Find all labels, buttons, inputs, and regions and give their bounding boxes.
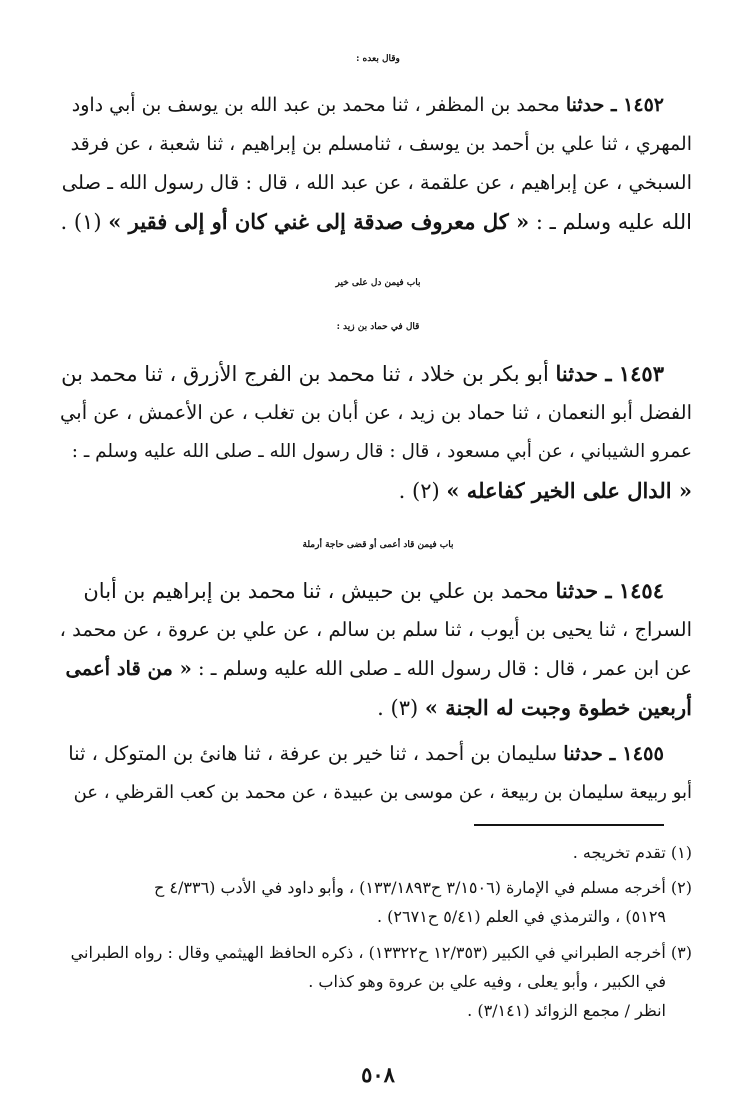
hadith-1455-line-2: أبو ربيعة سليمان بن ربيعة ، عن موسى بن عبيدة ، عن محمد بن كعب القرظي ، عن bbox=[73, 782, 692, 803]
hadith-1452-line-1 bbox=[72, 90, 664, 120]
footnote-separator bbox=[474, 824, 664, 826]
hadith-1453-line-1 bbox=[61, 359, 664, 389]
hadith-1455-line-1 bbox=[68, 739, 664, 769]
hadith-1452-line-2: المهري ، ثنا علي بن أحمد بن يوسف ، ثنامسلم بن إبراهيم ، ثنا شعبة ، عن فرقد bbox=[70, 133, 692, 155]
hadith-1452-text-1: محمد بن المظفر ، ثنا محمد بن عبد الله بن يوسف بن أبي داود bbox=[71, 94, 560, 116]
hadith-1453-line-2: الفضل أبو النعمان ، ثنا حماد بن زيد ، عن أبان بن تغلب ، عن الأعمش ، عن أبي bbox=[60, 401, 692, 424]
hadith-1454-text-1: محمد بن علي بن حبيش ، ثنا محمد بن إبراهيم بن أبان bbox=[83, 579, 549, 603]
hadith-1454-quote-end: أربعين خطوة وجبت له الجنة » bbox=[424, 695, 692, 720]
page-number: ٥٠٨ bbox=[361, 1062, 395, 1087]
hadith-1452-line-3: السبخي ، عن إبراهيم ، عن علقمة ، عن عبد الله ، قال : قال رسول الله ـ صلى bbox=[61, 171, 692, 194]
footnote-ref-2: (٢) . bbox=[398, 479, 440, 503]
hadith-1455-number: ١٤٥٥ ـ حدثنا bbox=[563, 742, 664, 765]
footnote-3-line-1: (٣) أخرجه الطبراني في الكبير (١٢/٣٥٣ ح١٣٣٢٢) ، ذكره الحافظ الهيثمي وقال : رواه الطبراني bbox=[70, 943, 692, 962]
section-intro: وقال بعده : bbox=[356, 54, 400, 64]
hadith-1453-text-1: أبو بكر بن خلاد ، ثنا محمد بن الفرج الأزرق ، ثنا محمد بن bbox=[61, 362, 549, 386]
footnote-3-line-3: انظر / مجمع الزوائد (٣/١٤١) . bbox=[467, 1001, 666, 1020]
hadith-1455-text-1: سليمان بن أحمد ، ثنا خير بن عرفة ، ثنا هانئ بن المتوكل ، ثنا bbox=[68, 742, 558, 765]
hadith-1454-line-2: السراج ، ثنا يحيى بن أيوب ، ثنا سلم بن سالم ، عن علي بن عروة ، عن محمد ، bbox=[59, 618, 692, 641]
hadith-1453-number: ١٤٥٣ ـ حدثنا bbox=[555, 361, 664, 386]
chapter-subheading-1: قال في حماد بن زيد : bbox=[336, 322, 420, 332]
chapter-heading-2: باب فيمن قاد أعمى أو قضى حاجة أرملة bbox=[302, 540, 454, 550]
hadith-1454-quote-start: « من قاد أعمى bbox=[65, 657, 192, 680]
hadith-1454-line-3 bbox=[65, 654, 692, 684]
hadith-1454-number: ١٤٥٤ ـ حدثنا bbox=[555, 578, 664, 603]
footnote-3-line-2: في الكبير ، وأبو يعلى ، وفيه علي بن عروة وهو كذاب . bbox=[308, 972, 666, 991]
hadith-1452-text-4: الله عليه وسلم ـ : bbox=[535, 210, 692, 234]
hadith-1453-line-4 bbox=[399, 476, 692, 506]
hadith-1454-text-3: عن ابن عمر ، قال : قال رسول الله ـ صلى الله عليه وسلم ـ : bbox=[198, 657, 692, 680]
hadith-1452-quote: « كل معروف صدقة إلى غني كان أو إلى فقير » bbox=[108, 209, 530, 234]
hadith-1453-line-3: عمرو الشيباني ، عن أبي مسعود ، قال : قال رسول الله ـ صلى الله عليه وسلم ـ : bbox=[71, 441, 692, 462]
footnote-2-line-1: (٢) أخرجه مسلم في الإمارة (٣/١٥٠٦ ح١٣٣/١٨٩٣) ، وأبو داود في الأدب (٤/٣٣٦ ح bbox=[153, 878, 692, 897]
hadith-1452-line-4 bbox=[61, 207, 693, 237]
hadith-1454-line-1 bbox=[83, 576, 664, 606]
footnote-1: (١) تقدم تخريجه . bbox=[572, 843, 692, 862]
footnote-ref-3: (٣) . bbox=[377, 696, 419, 720]
footnote-2-line-2: ٥١٢٩) ، والترمذي في العلم (٥/٤١ ح٢٦٧١) . bbox=[376, 907, 666, 926]
chapter-heading-1: باب فيمن دل على خير bbox=[335, 278, 421, 288]
hadith-1454-line-4 bbox=[377, 693, 692, 723]
hadith-1452-number: ١٤٥٢ ـ حدثنا bbox=[565, 94, 664, 116]
hadith-1453-quote: « الدال على الخير كفاعله » bbox=[446, 478, 692, 503]
footnote-ref-1: (١) . bbox=[60, 210, 102, 234]
